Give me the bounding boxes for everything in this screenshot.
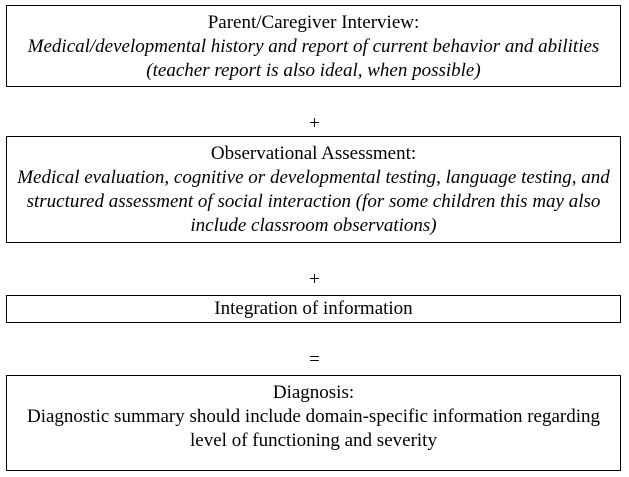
equals-operator: =	[309, 349, 320, 370]
diagnosis-box	[6, 375, 621, 471]
observational-assessment-description: Medical evaluation, cognitive or developmental testing, language testing, and structured assessment of social interaction (for some children this may also include classroom observations)	[17, 167, 610, 236]
plus-operator-1: +	[309, 113, 320, 134]
diagnosis-title: Diagnosis:	[272, 382, 355, 403]
parent-caregiver-interview-description: Medical/developmental history and report of current behavior and abilities (teacher report is also ideal, when possible)	[27, 36, 600, 81]
diagnosis-description: Diagnostic summary should include domain-specific information regarding level of functioning and severity	[26, 406, 601, 451]
parent-caregiver-interview-box	[6, 5, 621, 87]
observational-assessment-box	[6, 136, 621, 243]
observational-assessment-title: Observational Assessment:	[210, 143, 417, 164]
integration-of-information-title: Integration of information	[214, 298, 413, 319]
parent-caregiver-interview-title: Parent/Caregiver Interview:	[207, 12, 420, 33]
plus-operator-2: +	[309, 269, 320, 290]
integration-of-information-box	[6, 295, 621, 323]
